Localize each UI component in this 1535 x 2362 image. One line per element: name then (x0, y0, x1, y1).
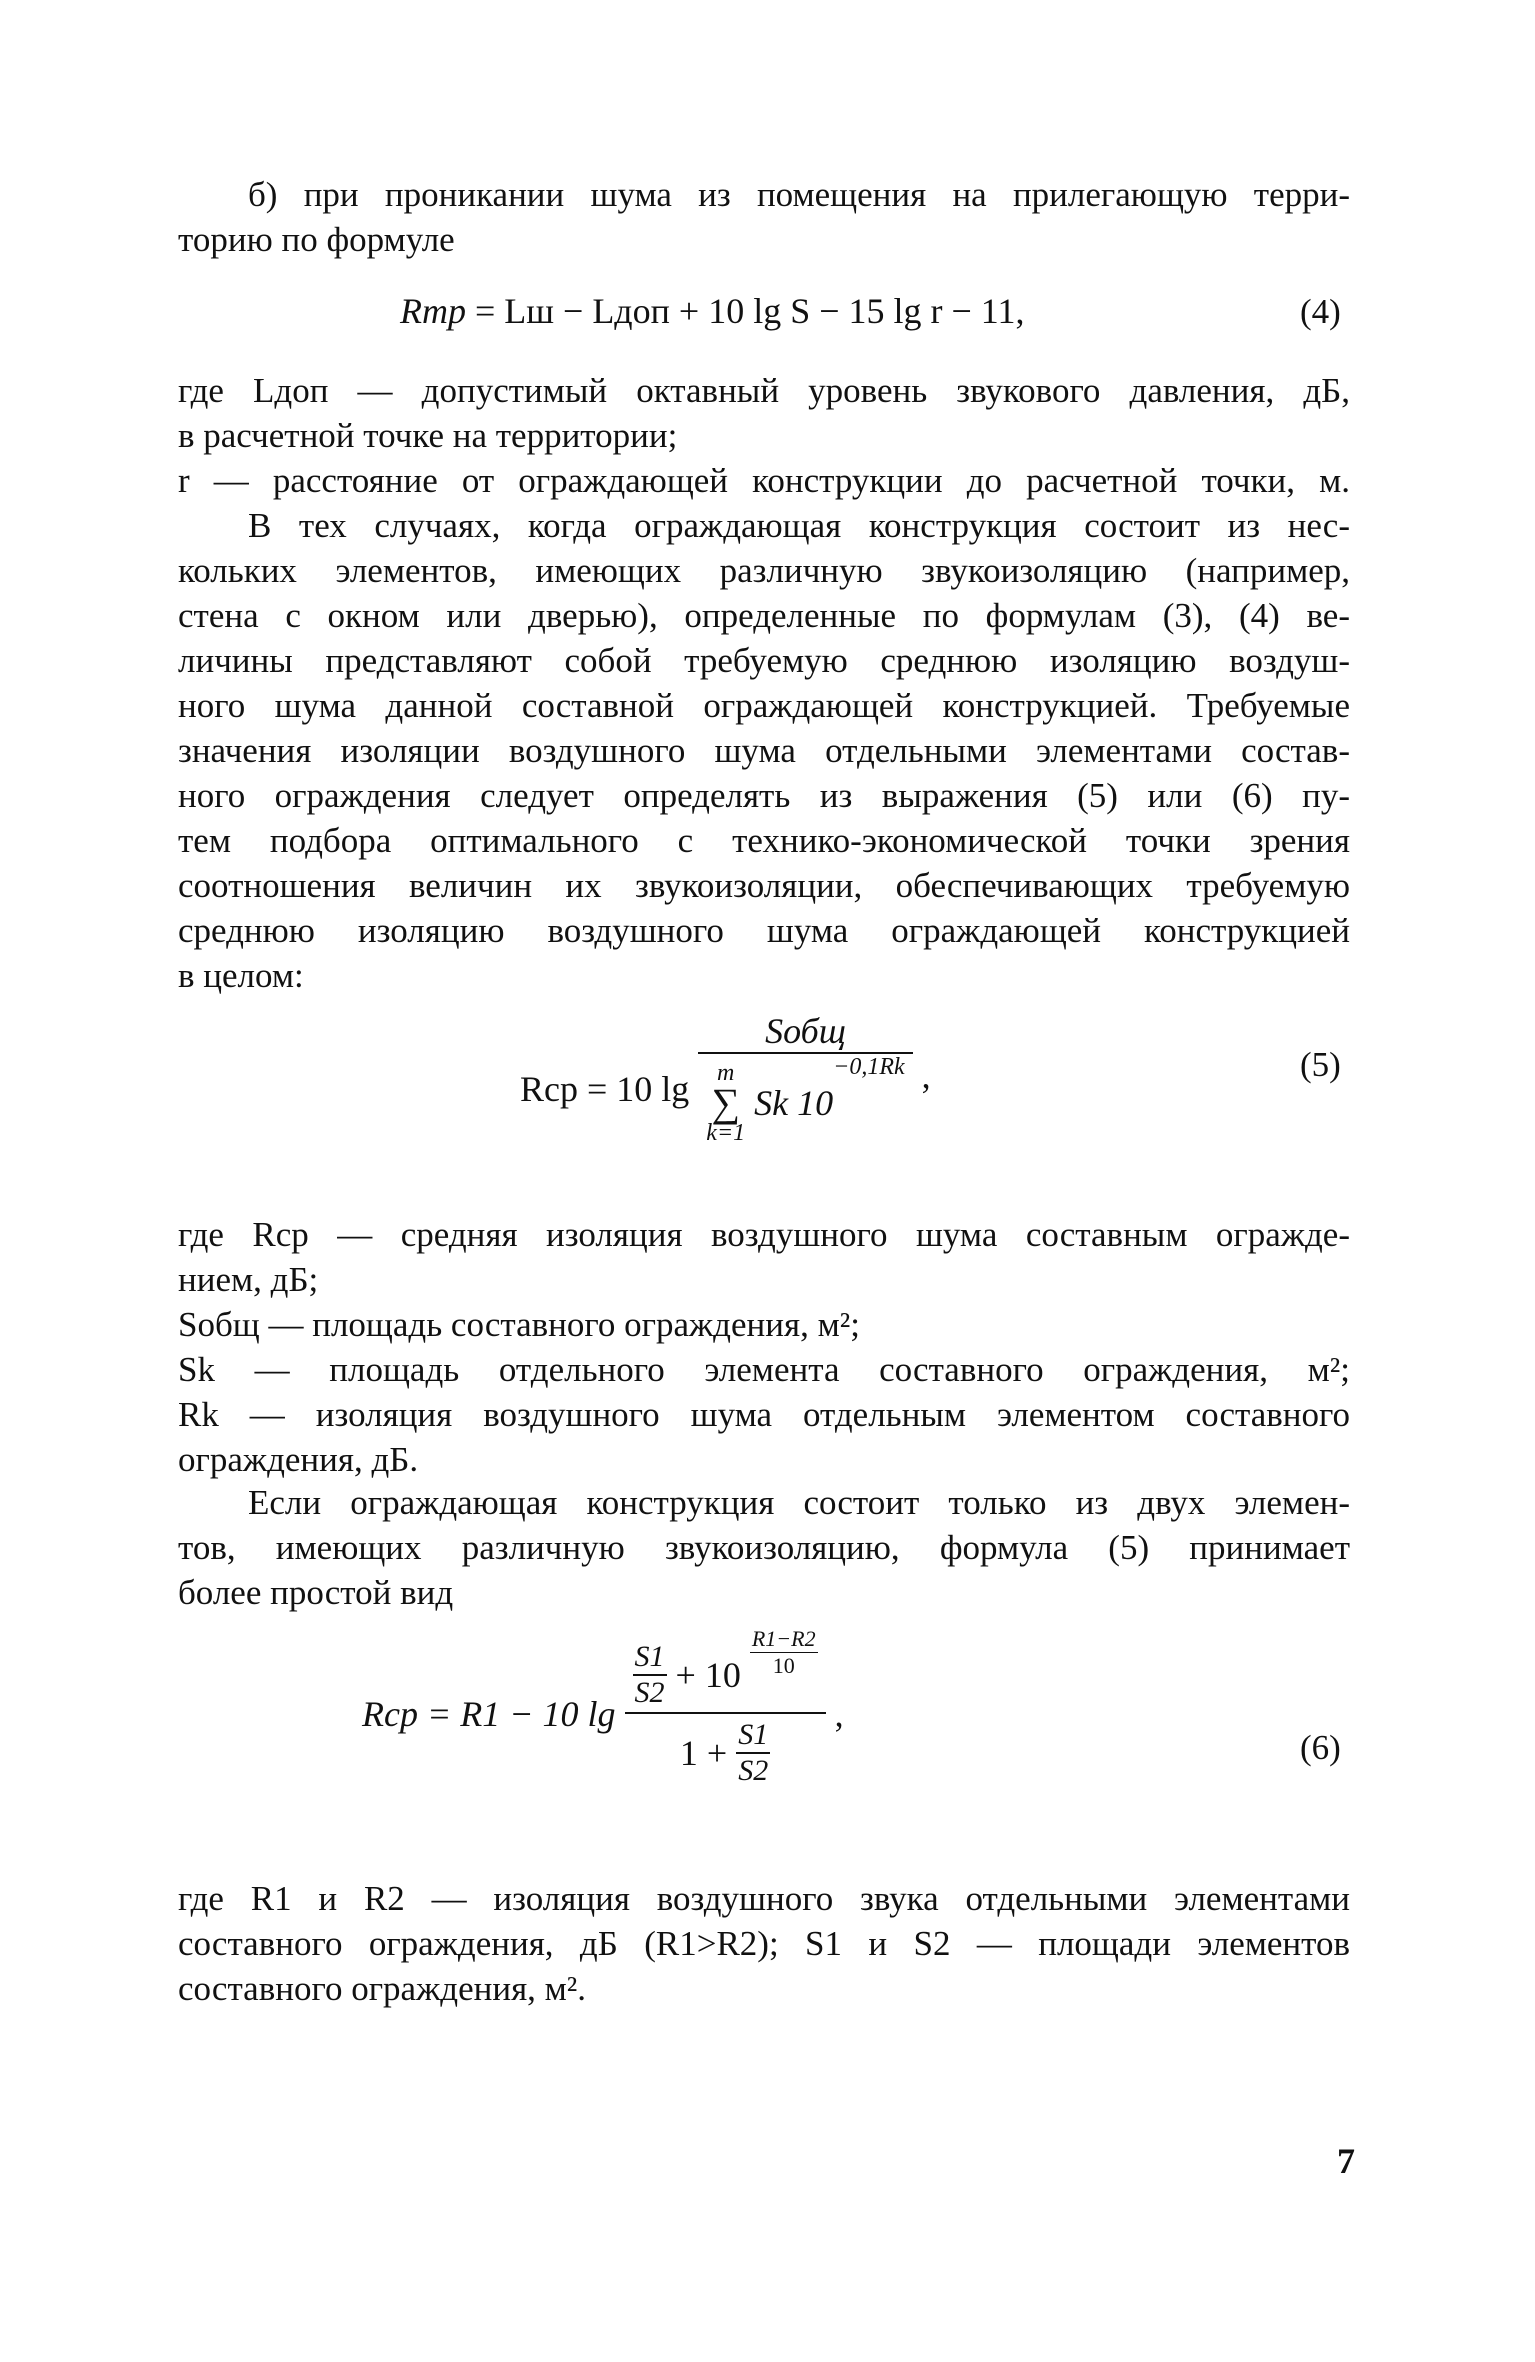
text-line: стена с окном или дверью), определенные по формулам (3), (4) ве- (178, 596, 1350, 635)
equation-4 (400, 290, 1024, 332)
text-line: тем подбора оптимального с технико-экономической точки зрения (178, 821, 1350, 860)
equation-5 (520, 1010, 931, 1148)
eq5-fraction (698, 1010, 912, 1148)
text-line: В тех случаях, когда ограждающая конструкция состоит из нес- (248, 506, 1350, 545)
eq6-den-inner-fraction (736, 1718, 770, 1788)
text-line: ного ограждения следует определять из выражения (5) или (6) пу- (178, 776, 1350, 815)
text-line: составного ограждения, м². (178, 1969, 587, 2008)
eq5-lhs: Rср = 10 lg (520, 1069, 690, 1109)
eq6-exp-top: R1−R2 (751, 1626, 816, 1651)
eq5-numerator-text: Sобщ (765, 1011, 846, 1051)
text-line: r — расстояние от ограждающей конструкции до расчетной точки, м. (178, 461, 1350, 500)
eq6-plus10: + 10 (675, 1655, 741, 1695)
main-paragraph (178, 503, 1350, 998)
eq4-rhs: = Lш − Lдоп + 10 lg S − 15 lg r − 11, (475, 291, 1025, 331)
eq6-fraction (625, 1626, 826, 1788)
eq6-trail: , (834, 1694, 844, 1734)
eq4-lhs: Rтр (400, 291, 466, 331)
text-line: в целом: (178, 956, 304, 995)
text-line: где Rср — средняя изоляция воздушного шума составным огражде- (178, 1215, 1350, 1254)
text-line: кольких элементов, имеющих различную звукоизоляцию (например, (178, 551, 1350, 590)
text-line: соотношения величин их звукоизоляции, обеспечивающих требуемую (178, 866, 1350, 905)
eq5-sum-bottom: k=1 (706, 1120, 746, 1146)
eq6-exp-bot: 10 (772, 1653, 795, 1678)
eq6-den-frac-top: S1 (736, 1718, 770, 1754)
text-line: где R1 и R2 — изоляция воздушного звука отдельными элементами (178, 1879, 1350, 1918)
eq6-definitions (178, 1876, 1350, 2011)
eq6-denominator (625, 1714, 826, 1788)
equation-number-4: (4) (1300, 292, 1341, 331)
text-line: более простой вид (178, 1573, 454, 1612)
text-line: б) при проникании шума из помещения на прилегающую терри- (248, 175, 1350, 214)
page-number: 7 (1337, 2141, 1355, 2181)
text-line: Sобщ — площадь составного ограждения, м²; (178, 1305, 860, 1344)
text-line: личины представляют собой требуемую среднюю изоляцию воздуш- (178, 641, 1350, 680)
text-line: в расчетной точке на территории; (178, 416, 678, 455)
text-line: где Lдоп — допустимый октавный уровень звукового давления, дБ, (178, 371, 1350, 410)
two-element-paragraph (178, 1480, 1350, 1615)
eq6-lhs: Rср = R1 − 10 lg (362, 1694, 616, 1734)
eq5-trail: , (921, 1055, 931, 1096)
eq5-exponent: −0,1Rk (833, 1054, 905, 1080)
text-line: Sk — площадь отдельного элемента составного ограждения, м²; (178, 1350, 1350, 1389)
intro-paragraph (178, 172, 1350, 262)
eq6-num-inner-fraction (633, 1640, 667, 1710)
text-line: Rk — изоляция воздушного шума отдельным элементом составного (178, 1395, 1350, 1434)
text-line: Если ограждающая конструкция состоит только из двух элемен- (248, 1483, 1350, 1522)
text-line: составного ограждения, дБ (R1>R2); S1 и S2 — площади элементов (178, 1924, 1350, 1963)
equation-number-6: (6) (1300, 1728, 1341, 1767)
equation-number-5: (5) (1300, 1045, 1341, 1084)
text-line: значения изоляции воздушного шума отдельными элементами состав- (178, 731, 1350, 770)
eq6-num-frac-bot: S2 (634, 1676, 665, 1709)
sum-symbol: ∑ (711, 1080, 740, 1125)
text-line: ного шума данной составной ограждающей конструкцией. Требуемые (178, 686, 1350, 725)
eq5-definitions (178, 1212, 1350, 1482)
text-line: торию по формуле (178, 220, 455, 259)
text-line: среднюю изоляцию воздушного шума ограждающей конструкцией (178, 911, 1350, 950)
equation-6 (362, 1626, 844, 1788)
eq6-numerator (625, 1626, 826, 1714)
text-line: нием, дБ; (178, 1260, 319, 1299)
eq5-sum-top: m (717, 1060, 735, 1086)
eq6-exponent (750, 1626, 818, 1679)
eq4-definitions (178, 368, 1350, 503)
eq5-summation (706, 1058, 745, 1148)
eq5-term: Sk 10 (754, 1083, 834, 1123)
text-line: тов, имеющих различную звукоизоляцию, формула (5) принимает (178, 1528, 1350, 1567)
eq5-denominator (698, 1054, 912, 1148)
eq5-numerator (698, 1010, 912, 1054)
eq6-den-text: 1 + (679, 1733, 728, 1773)
eq6-den-frac-bot: S2 (738, 1754, 769, 1787)
eq6-num-frac-top: S1 (633, 1640, 667, 1676)
text-line: ограждения, дБ. (178, 1440, 419, 1479)
